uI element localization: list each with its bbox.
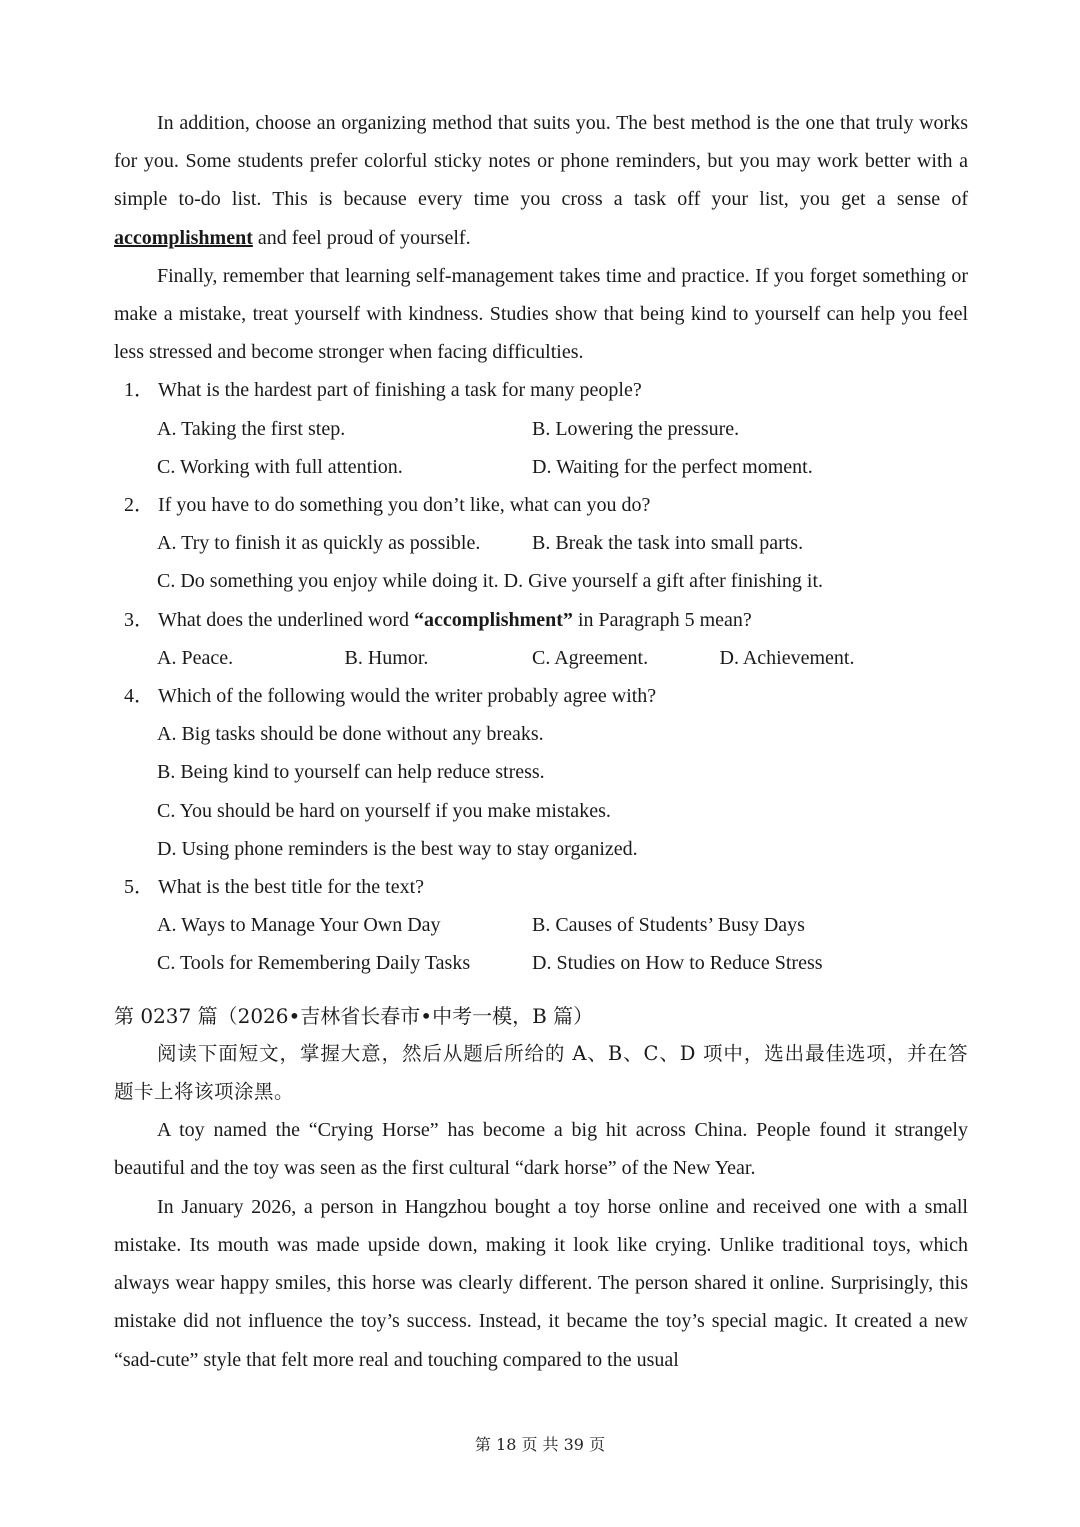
paragraph-text: In addition, choose an organizing method that suits you. The best method is the one that truly works for you. Some students prefer colorful sticky notes or phone reminders, but you may work better with a simple to-do list. This is because every time you cross a task off your list, you get a sense of: [114, 112, 968, 211]
option-c: C. Tools for Remembering Daily Tasks: [157, 952, 471, 975]
question-text: What does the underlined word “accomplishment” in Paragraph 5 mean?: [158, 608, 752, 631]
question-text: If you have to do something you don’t like, what can you do?: [158, 494, 651, 517]
option-d: D. Achievement.: [719, 646, 855, 669]
option-b: B. Causes of Students’ Busy Days: [532, 914, 805, 937]
page-content: [114, 104, 968, 1379]
passage-paragraph-5: Finally, remember that learning self-management takes time and practice. If you forget something or make a mistake, treat yourself with kindness. Studies show that being kind to yourself can help you feel less stressed and become stronger when facing difficulties.: [114, 264, 968, 364]
section-title: 第 0237 篇（2026•吉林省长春市•中考一模，B 篇）: [114, 1003, 594, 1028]
option-b: B. Being kind to yourself can help reduce stress.: [157, 761, 545, 784]
option-a: A. Taking the first step.: [157, 417, 346, 440]
question-5: [114, 868, 968, 906]
option-a: A. Ways to Manage Your Own Day: [157, 914, 441, 937]
page-footer: 第 18 页 共 39 页: [474, 1435, 606, 1454]
question-text: Which of the following would the writer probably agree with?: [158, 685, 657, 708]
section-instruction: 阅读下面短文，掌握大意，然后从题后所给的 A、B、C、D 项中，选出最佳选项，并在答题卡上将该项涂黑。: [114, 1041, 968, 1104]
option-d: D. Waiting for the perfect moment.: [532, 455, 813, 478]
option-c: C. Do something you enjoy while doing it.: [157, 570, 499, 593]
option-c: C. You should be hard on yourself if you make mistakes.: [157, 799, 611, 822]
question-2: [114, 486, 968, 524]
question-2-options: [114, 524, 968, 600]
question-1: [114, 371, 968, 409]
option-c: C. Working with full attention.: [157, 455, 403, 478]
question-3: [114, 601, 968, 639]
option-d: D. Give yourself a gift after finishing it.: [503, 570, 824, 593]
question-number: 3．: [124, 608, 154, 631]
question-1-options: [114, 410, 968, 486]
question-4-options: [114, 715, 968, 868]
question-text: What is the best title for the text?: [158, 876, 425, 899]
question-number: 4．: [124, 685, 154, 708]
question-text: What is the hardest part of finishing a task for many people?: [158, 379, 642, 402]
bold-word: “accomplishment”: [414, 608, 573, 631]
option-b: B. Break the task into small parts.: [532, 532, 804, 555]
question-number: 1．: [124, 379, 154, 402]
option-d: D. Studies on How to Reduce Stress: [532, 952, 823, 975]
passage-paragraph-4: [114, 104, 968, 257]
question-3-options: [114, 639, 968, 677]
option-a: A. Big tasks should be done without any breaks.: [157, 723, 544, 746]
section-paragraph-2: In January 2026, a person in Hangzhou bought a toy horse online and received one with a small mistake. Its mouth was made upside down, making it look like crying. Unlike traditional toys, which always wear happy smiles, this horse was clearly different. The person shared it online. Surprisingly, this mistake did not influence the toy’s success. Instead, it became the toy’s special magic. It created a new “sad-cute” style that felt more real and touching compared to the usual: [114, 1195, 968, 1371]
option-b: B. Humor.: [344, 646, 429, 669]
question-4: [114, 677, 968, 715]
option-a: A. Try to finish it as quickly as possible.: [157, 532, 481, 555]
question-5-options: [114, 906, 968, 982]
option-d: D. Using phone reminders is the best way to stay organized.: [157, 837, 638, 860]
paragraph-text: and feel proud of yourself.: [252, 226, 471, 249]
option-c: C. Agreement.: [532, 646, 649, 669]
underlined-word: accomplishment: [114, 226, 253, 249]
option-a: A. Peace.: [157, 646, 234, 669]
question-number: 2．: [124, 494, 154, 517]
question-number: 5．: [124, 876, 154, 899]
section-paragraph-1: A toy named the “Crying Horse” has become a big hit across China. People found it strangely beautiful and the toy was seen as the first cultural “dark horse” of the New Year.: [114, 1119, 968, 1180]
option-b: B. Lowering the pressure.: [532, 417, 740, 440]
